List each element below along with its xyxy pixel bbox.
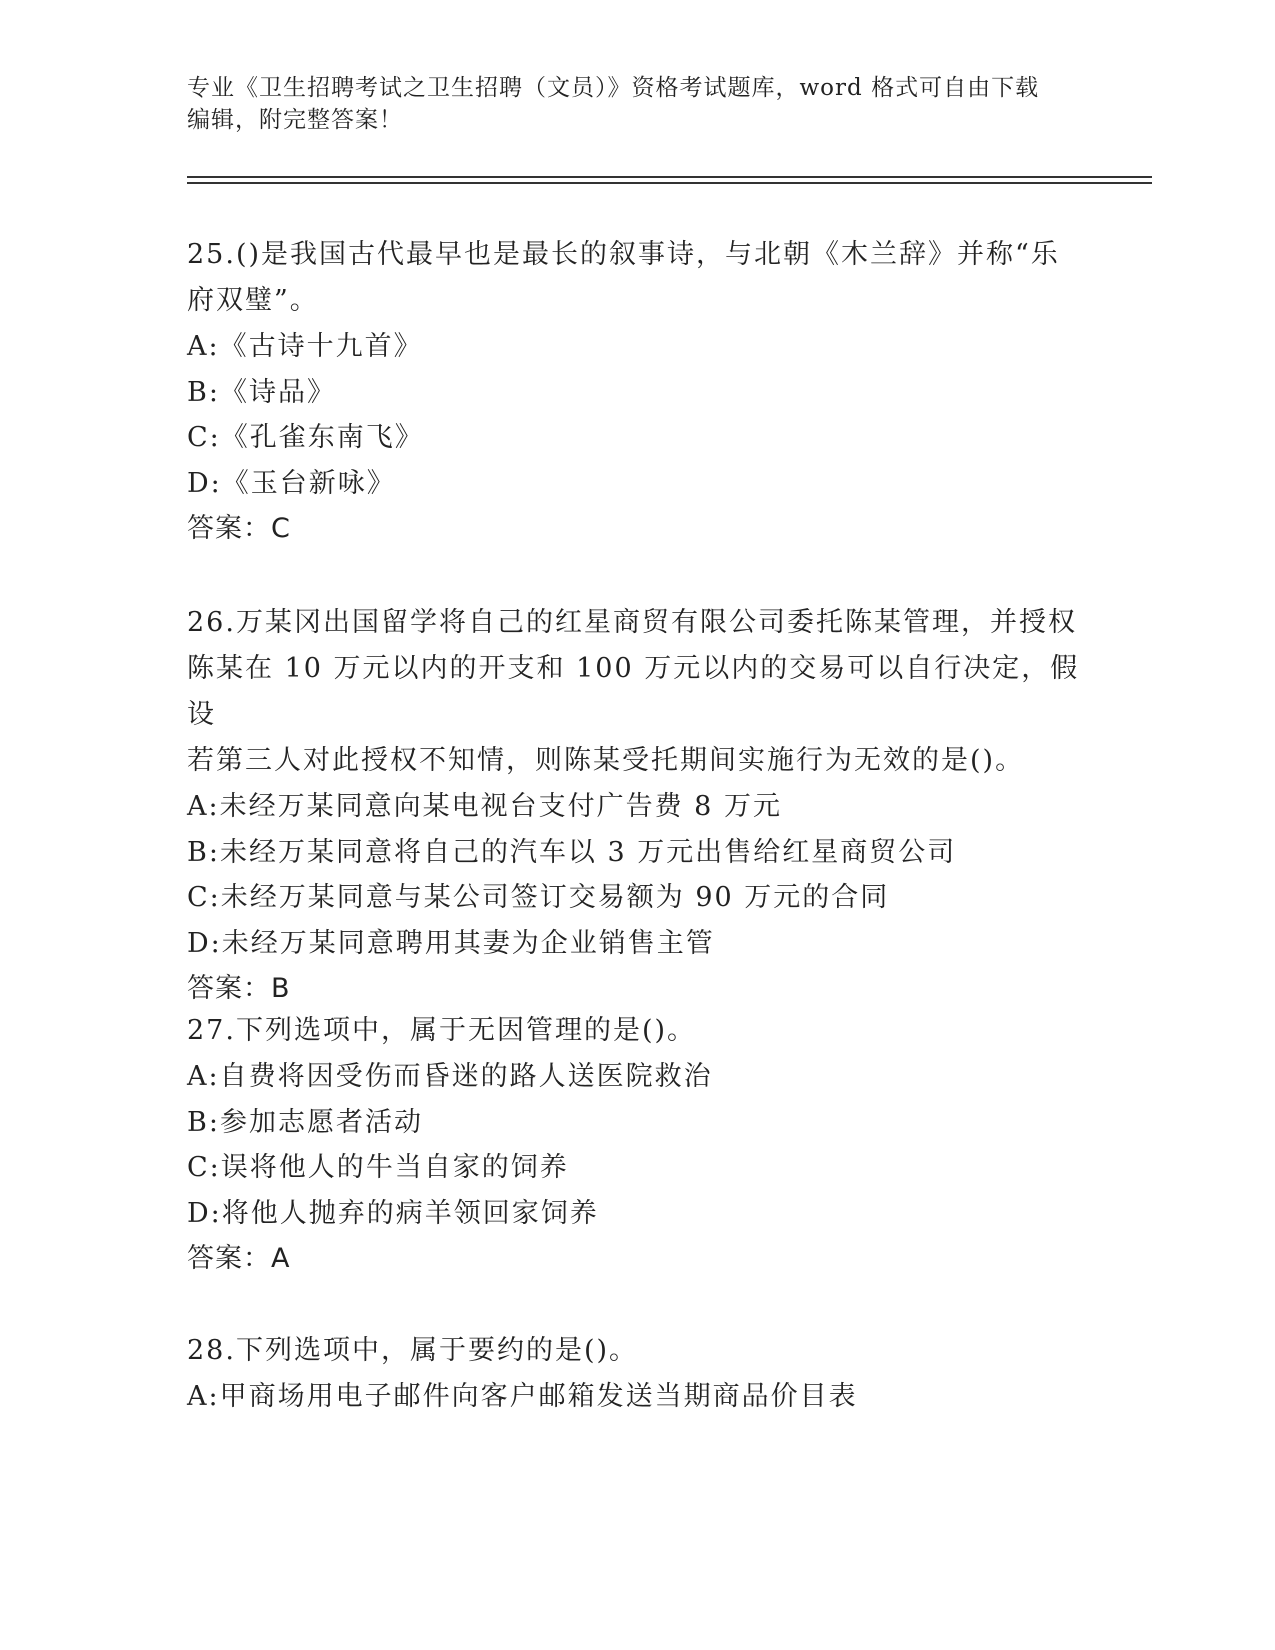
question-stem-line: 27.下列选项中，属于无因管理的是()。 [187, 1015, 697, 1046]
document-header [187, 72, 1087, 136]
option-a: A:自费将因受伤而昏迷的路人送医院救治 [187, 1061, 713, 1092]
option-b: B:《诗品》 [187, 376, 336, 408]
option-a: A:未经万某同意向某电视台支付广告费 8 万元 [187, 791, 782, 822]
question-stem-line: 25.()是我国古代最早也是最长的叙事诗，与北朝《木兰辞》并称“乐 [187, 239, 1060, 270]
question-stem-line: 26.万某冈出国留学将自己的红星商贸有限公司委托陈某管理，并授权 [187, 607, 1077, 638]
option-a: A:《古诗十九首》 [187, 331, 423, 362]
header-line-2: 编辑，附完整答案！ [187, 107, 403, 133]
option-c: C:误将他人的牛当自家的饲养 [187, 1152, 569, 1183]
question-26 [187, 600, 1087, 1012]
answer-line: 答案：C [187, 513, 291, 544]
option-a: A:甲商场用电子邮件向客户邮箱发送当期商品价目表 [187, 1381, 858, 1412]
header-divider-top [187, 176, 1152, 178]
option-d: D:《玉台新咏》 [187, 467, 396, 499]
header-divider-bottom [187, 182, 1152, 184]
option-c: C:《孔雀东南飞》 [187, 422, 424, 453]
question-stem-line: 若第三人对此授权不知情，则陈某受托期间实施行为无效的是()。 [187, 745, 1025, 776]
answer-line: 答案：A [187, 1243, 291, 1274]
option-d: D:将他人抛弃的病羊领回家饲养 [187, 1197, 599, 1229]
header-line-1: 专业《卫生招聘考试之卫生招聘（文员）》资格考试题库，word 格式可自由下载 [187, 75, 1040, 101]
option-c: C:未经万某同意与某公司签订交易额为 90 万元的合同 [187, 882, 890, 913]
option-b: B:参加志愿者活动 [187, 1106, 423, 1138]
question-28 [187, 1328, 1087, 1420]
question-27 [187, 1008, 1087, 1282]
option-d: D:未经万某同意聘用其妻为企业销售主管 [187, 927, 715, 959]
question-stem-line: 府双璧”。 [187, 285, 319, 316]
option-b: B:未经万某同意将自己的汽车以 3 万元出售给红星商贸公司 [187, 836, 957, 868]
question-25 [187, 232, 1087, 552]
question-stem-line: 陈某在 10 万元以内的开支和 100 万元以内的交易可以自行决定，假设 [187, 653, 1080, 730]
question-stem-line: 28.下列选项中，属于要约的是()。 [187, 1335, 639, 1366]
answer-line: 答案：B [187, 973, 291, 1004]
